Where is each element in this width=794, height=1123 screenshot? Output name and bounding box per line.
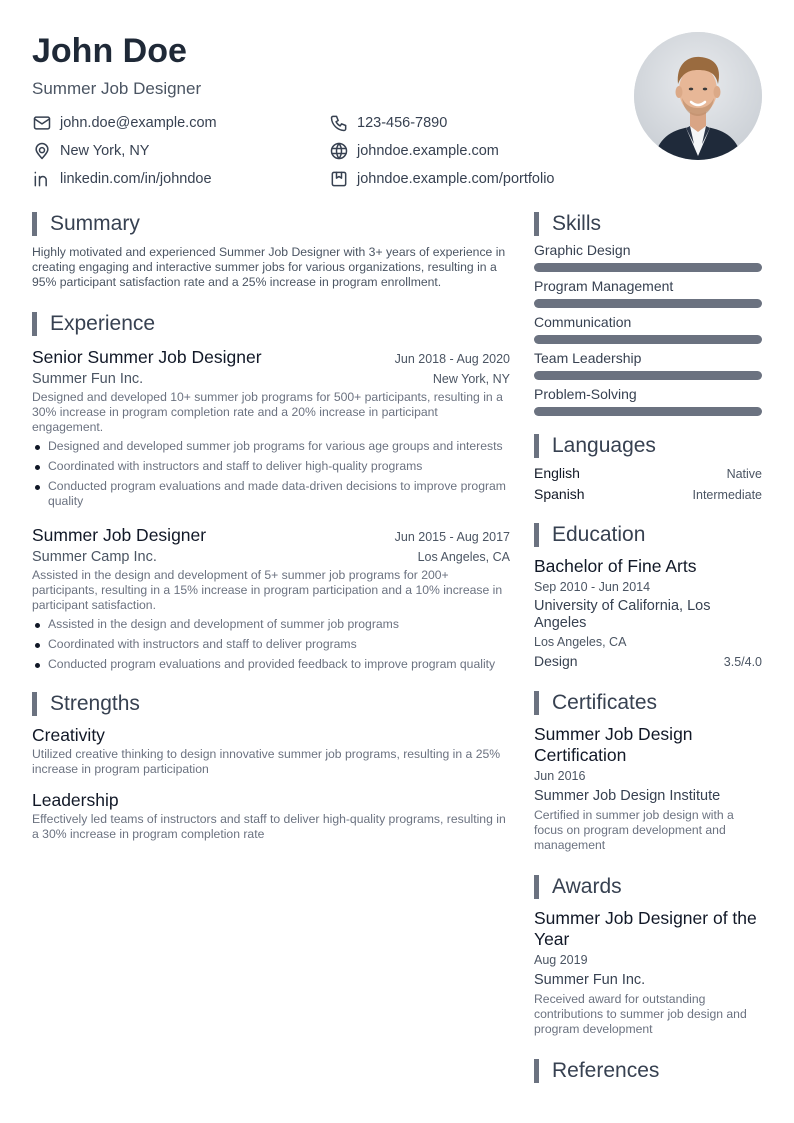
contact-portfolio-text: johndoe.example.com/portfolio (357, 171, 555, 187)
bullet-item: Assisted in the design and development of summer job programs (32, 617, 510, 632)
experience-description: Assisted in the design and development of 5+ summer job programs for 200+ participants, resulting in a 15% increase in program participation and a 10% increase in participant satisfaction. (32, 568, 503, 612)
bullet-item: Coordinated with instructors and staff to deliver programs (32, 637, 510, 652)
left-column (32, 212, 510, 842)
contact-location (32, 140, 149, 162)
education-gpa: 3.5/4.0 (723, 655, 762, 669)
awards-heading (534, 875, 762, 899)
award-date: Aug 2019 (534, 953, 588, 967)
mail-icon (32, 113, 52, 133)
experience-date: Jun 2018 - Aug 2020 (394, 352, 510, 366)
strength-title: Creativity (32, 725, 105, 745)
globe-icon (329, 141, 349, 161)
section-accent-bar (32, 212, 37, 236)
bullet-item: Conducted program evaluations and made data-driven decisions to improve program quality (32, 479, 510, 509)
skill-item (534, 314, 762, 344)
experience-heading-text: Experience (50, 312, 156, 335)
language-level: Native (726, 467, 762, 481)
award-title: Summer Job Designer of the Year (534, 908, 757, 949)
language-item (534, 465, 762, 482)
contact-location-text: New York, NY (60, 143, 150, 159)
bullet-item: Designed and developed summer job programs for various age groups and interests (32, 439, 510, 454)
bullet-item: Coordinated with instructors and staff to deliver high-quality programs (32, 459, 510, 474)
summary-heading-text: Summary (50, 212, 140, 235)
summary-text: Highly motivated and experienced Summer Job Designer with 3+ years of experience in creating engaging and interactive summer jobs for various organizations, resulting in a 95% participant satisfaction rate and a 25% increase in program enrollment. (32, 245, 506, 289)
candidate-title: Summer Job Designer (32, 79, 202, 98)
strength-item (32, 789, 510, 842)
experience-title: Senior Summer Job Designer (32, 347, 262, 367)
contact-linkedin-text: linkedin.com/in/johndoe (60, 171, 212, 187)
certificate-description: Certified in summer job design with a focus on program development and management (534, 808, 734, 852)
bullet-item: Conducted program evaluations and provided feedback to improve program quality (32, 657, 510, 672)
linkedin-icon (32, 169, 52, 189)
education-location: Los Angeles, CA (534, 635, 627, 649)
certificate-title: Summer Job Design Certification (534, 724, 693, 765)
contact-phone-text: 123-456-7890 (357, 115, 448, 131)
language-name: Spanish (534, 486, 585, 502)
education-school: University of California, Los Angeles (534, 598, 711, 631)
strengths-heading (32, 692, 510, 716)
experience-item (32, 346, 510, 509)
skill-item (534, 242, 762, 272)
skill-level-bar (534, 299, 762, 308)
education-heading-text: Education (552, 523, 646, 546)
education-degree: Bachelor of Fine Arts (534, 556, 697, 576)
contact-linkedin[interactable] (32, 168, 212, 190)
skill-item (534, 350, 762, 380)
contact-portfolio[interactable] (329, 168, 554, 190)
skill-name: Team Leadership (534, 350, 642, 366)
experience-location: New York, NY (432, 372, 510, 386)
section-accent-bar (534, 523, 539, 547)
summary-heading (32, 212, 510, 236)
language-level: Intermediate (692, 488, 762, 502)
education-field: Design (534, 653, 578, 669)
contact-website[interactable] (329, 140, 499, 162)
map-pin-icon (32, 141, 52, 161)
contact-website-text: johndoe.example.com (357, 143, 499, 159)
candidate-name: John Doe (32, 32, 187, 70)
references-heading (534, 1059, 762, 1083)
section-accent-bar (32, 692, 37, 716)
skills-list (534, 242, 762, 416)
experience-bullets (32, 439, 510, 509)
section-accent-bar (534, 1059, 539, 1083)
certificates-heading (534, 691, 762, 715)
skill-name: Program Management (534, 278, 674, 294)
award-issuer: Summer Fun Inc. (534, 972, 646, 988)
experience-company: Summer Fun Inc. (32, 371, 144, 387)
contact-phone[interactable] (329, 112, 447, 134)
contact-email[interactable] (32, 112, 217, 134)
education-field-row (534, 653, 762, 669)
skill-level-bar (534, 263, 762, 272)
strength-description: Effectively led teams of instructors and staff to deliver high-quality programs, resulting in a 30% increase in program completion rate (32, 812, 506, 841)
language-name: English (534, 465, 580, 481)
skill-name: Problem-Solving (534, 386, 637, 402)
profile-photo (634, 32, 762, 160)
section-accent-bar (32, 312, 37, 336)
resume-header (32, 30, 612, 100)
section-accent-bar (534, 434, 539, 458)
languages-list (534, 465, 762, 503)
contact-email-text: john.doe@example.com (60, 115, 217, 131)
education-heading (534, 523, 762, 547)
experience-item (32, 524, 510, 672)
section-accent-bar (534, 875, 539, 899)
experience-date: Jun 2015 - Aug 2017 (394, 530, 510, 544)
experience-location: Los Angeles, CA (417, 550, 510, 564)
strength-item (32, 724, 510, 777)
strength-title: Leadership (32, 790, 119, 810)
skills-heading (534, 212, 762, 236)
skill-name: Graphic Design (534, 242, 631, 258)
skill-level-bar (534, 335, 762, 344)
skill-item (534, 386, 762, 416)
certificate-date: Jun 2016 (534, 769, 586, 783)
skill-item (534, 278, 762, 308)
phone-icon (329, 113, 349, 133)
education-date: Sep 2010 - Jun 2014 (534, 580, 651, 594)
experience-company: Summer Camp Inc. (32, 549, 157, 565)
experience-description: Designed and developed 10+ summer job programs for 500+ participants, resulting in a 30% increase in program completion rate and a 20% increase in participant engagement. (32, 390, 503, 434)
languages-heading (534, 434, 762, 458)
experience-bullets (32, 617, 510, 672)
strengths-heading-text: Strengths (50, 692, 140, 715)
awards-heading-text: Awards (552, 875, 622, 898)
section-accent-bar (534, 212, 539, 236)
skill-name: Communication (534, 314, 632, 330)
section-accent-bar (534, 691, 539, 715)
skill-level-bar (534, 407, 762, 416)
portfolio-icon (329, 169, 349, 189)
certificates-heading-text: Certificates (552, 691, 658, 714)
skills-heading-text: Skills (552, 212, 602, 235)
language-item (534, 486, 762, 503)
experience-title: Summer Job Designer (32, 525, 207, 545)
references-heading-text: References (552, 1059, 660, 1082)
certificate-issuer: Summer Job Design Institute (534, 788, 721, 804)
languages-heading-text: Languages (552, 434, 656, 457)
skill-level-bar (534, 371, 762, 380)
strength-description: Utilized creative thinking to design innovative summer job programs, resulting in a 25% increase in program participation (32, 747, 501, 776)
experience-heading (32, 312, 510, 336)
right-column (534, 212, 762, 1083)
award-description: Received award for outstanding contributions to summer job design and program development (534, 992, 747, 1036)
